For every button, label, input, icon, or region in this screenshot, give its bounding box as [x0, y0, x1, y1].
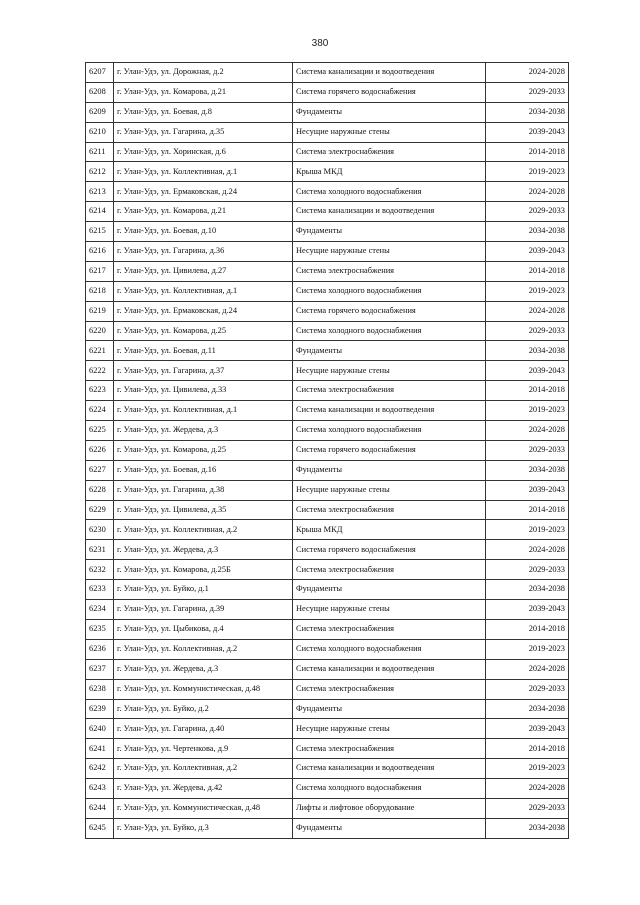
system-cell: Система холодного водоснабжения — [293, 779, 486, 799]
table-row — [86, 102, 569, 122]
address-cell: г. Улан-Удэ, ул. Коллективная, д.2 — [114, 639, 293, 659]
table-row — [86, 361, 569, 381]
period-cell: 2019-2023 — [486, 520, 569, 540]
row-number-cell: 6240 — [86, 719, 114, 739]
system-cell: Фундаменты — [293, 102, 486, 122]
address-cell: г. Улан-Удэ, ул. Дорожная, д.2 — [114, 63, 293, 83]
period-cell: 2024-2028 — [486, 540, 569, 560]
table-row — [86, 520, 569, 540]
address-cell: г. Улан-Удэ, ул. Цивилева, д.27 — [114, 261, 293, 281]
period-cell: 2019-2023 — [486, 401, 569, 421]
address-cell: г. Улан-Удэ, ул. Боевая, д.11 — [114, 341, 293, 361]
row-number-cell: 6217 — [86, 261, 114, 281]
table-row — [86, 719, 569, 739]
address-cell: г. Улан-Удэ, ул. Гагарина, д.38 — [114, 480, 293, 500]
table-row — [86, 440, 569, 460]
address-cell: г. Улан-Удэ, ул. Буйко, д.2 — [114, 699, 293, 719]
address-cell: г. Улан-Удэ, ул. Коммунистическая, д.48 — [114, 679, 293, 699]
table-row — [86, 818, 569, 838]
system-cell: Крыша МКД — [293, 162, 486, 182]
system-cell: Фундаменты — [293, 460, 486, 480]
address-cell: г. Улан-Удэ, ул. Коллективная, д.1 — [114, 401, 293, 421]
system-cell: Система канализации и водоотведения — [293, 63, 486, 83]
table-row — [86, 301, 569, 321]
system-cell: Система электроснабжения — [293, 739, 486, 759]
table-row — [86, 162, 569, 182]
system-cell: Система горячего водоснабжения — [293, 540, 486, 560]
period-cell: 2039-2043 — [486, 361, 569, 381]
period-cell: 2029-2033 — [486, 798, 569, 818]
row-number-cell: 6224 — [86, 401, 114, 421]
row-number-cell: 6223 — [86, 381, 114, 401]
address-cell: г. Улан-Удэ, ул. Комарова, д.21 — [114, 202, 293, 222]
row-number-cell: 6222 — [86, 361, 114, 381]
address-cell: г. Улан-Удэ, ул. Коллективная, д.2 — [114, 759, 293, 779]
table-row — [86, 500, 569, 520]
period-cell: 2014-2018 — [486, 381, 569, 401]
row-number-cell: 6228 — [86, 480, 114, 500]
row-number-cell: 6210 — [86, 122, 114, 142]
period-cell: 2034-2038 — [486, 699, 569, 719]
table-row — [86, 381, 569, 401]
system-cell: Фундаменты — [293, 818, 486, 838]
period-cell: 2029-2033 — [486, 82, 569, 102]
table-row — [86, 341, 569, 361]
period-cell: 2039-2043 — [486, 600, 569, 620]
address-cell: г. Улан-Удэ, ул. Чертенкова, д.9 — [114, 739, 293, 759]
system-cell: Система электроснабжения — [293, 679, 486, 699]
address-cell: г. Улан-Удэ, ул. Гагарина, д.35 — [114, 122, 293, 142]
system-cell: Система электроснабжения — [293, 560, 486, 580]
table-row — [86, 63, 569, 83]
address-cell: г. Улан-Удэ, ул. Боевая, д.10 — [114, 222, 293, 242]
period-cell: 2014-2018 — [486, 500, 569, 520]
period-cell: 2034-2038 — [486, 460, 569, 480]
address-cell: г. Улан-Удэ, ул. Гагарина, д.36 — [114, 242, 293, 262]
address-cell: г. Улан-Удэ, ул. Цивилева, д.35 — [114, 500, 293, 520]
row-number-cell: 6237 — [86, 659, 114, 679]
period-cell: 2024-2028 — [486, 659, 569, 679]
row-number-cell: 6212 — [86, 162, 114, 182]
system-cell: Система канализации и водоотведения — [293, 759, 486, 779]
table-row — [86, 460, 569, 480]
period-cell: 2019-2023 — [486, 281, 569, 301]
system-cell: Система электроснабжения — [293, 142, 486, 162]
table-row — [86, 798, 569, 818]
row-number-cell: 6244 — [86, 798, 114, 818]
registry-table-body — [86, 63, 569, 839]
address-cell: г. Улан-Удэ, ул. Ермаковская, д.24 — [114, 301, 293, 321]
registry-table — [85, 62, 569, 839]
table-row — [86, 182, 569, 202]
table-row — [86, 202, 569, 222]
table-row — [86, 82, 569, 102]
system-cell: Система электроснабжения — [293, 381, 486, 401]
table-row — [86, 142, 569, 162]
row-number-cell: 6225 — [86, 421, 114, 441]
period-cell: 2019-2023 — [486, 639, 569, 659]
address-cell: г. Улан-Удэ, ул. Ермаковская, д.24 — [114, 182, 293, 202]
row-number-cell: 6238 — [86, 679, 114, 699]
row-number-cell: 6220 — [86, 321, 114, 341]
system-cell: Система горячего водоснабжения — [293, 301, 486, 321]
period-cell: 2029-2033 — [486, 321, 569, 341]
system-cell: Система холодного водоснабжения — [293, 639, 486, 659]
system-cell: Система канализации и водоотведения — [293, 401, 486, 421]
address-cell: г. Улан-Удэ, ул. Цыбикова, д.4 — [114, 619, 293, 639]
table-row — [86, 421, 569, 441]
table-row — [86, 281, 569, 301]
system-cell: Система холодного водоснабжения — [293, 421, 486, 441]
period-cell: 2024-2028 — [486, 182, 569, 202]
period-cell: 2039-2043 — [486, 480, 569, 500]
period-cell: 2029-2033 — [486, 440, 569, 460]
row-number-cell: 6214 — [86, 202, 114, 222]
table-row — [86, 580, 569, 600]
address-cell: г. Улан-Удэ, ул. Хоринская, д.6 — [114, 142, 293, 162]
row-number-cell: 6241 — [86, 739, 114, 759]
table-row — [86, 779, 569, 799]
system-cell: Система электроснабжения — [293, 500, 486, 520]
period-cell: 2034-2038 — [486, 341, 569, 361]
table-row — [86, 699, 569, 719]
system-cell: Система канализации и водоотведения — [293, 202, 486, 222]
row-number-cell: 6207 — [86, 63, 114, 83]
address-cell: г. Улан-Удэ, ул. Комарова, д.25Б — [114, 560, 293, 580]
system-cell: Несущие наружные стены — [293, 480, 486, 500]
period-cell: 2034-2038 — [486, 818, 569, 838]
table-row — [86, 759, 569, 779]
row-number-cell: 6216 — [86, 242, 114, 262]
period-cell: 2029-2033 — [486, 202, 569, 222]
system-cell: Крыша МКД — [293, 520, 486, 540]
address-cell: г. Улан-Удэ, ул. Комарова, д.25 — [114, 321, 293, 341]
row-number-cell: 6230 — [86, 520, 114, 540]
system-cell: Несущие наружные стены — [293, 719, 486, 739]
table-row — [86, 739, 569, 759]
system-cell: Система холодного водоснабжения — [293, 281, 486, 301]
period-cell: 2019-2023 — [486, 162, 569, 182]
period-cell: 2014-2018 — [486, 261, 569, 281]
table-row — [86, 401, 569, 421]
row-number-cell: 6227 — [86, 460, 114, 480]
row-number-cell: 6242 — [86, 759, 114, 779]
period-cell: 2024-2028 — [486, 63, 569, 83]
address-cell: г. Улан-Удэ, ул. Жердева, д.3 — [114, 540, 293, 560]
row-number-cell: 6235 — [86, 619, 114, 639]
period-cell: 2019-2023 — [486, 759, 569, 779]
address-cell: г. Улан-Удэ, ул. Гагарина, д.39 — [114, 600, 293, 620]
table-row — [86, 540, 569, 560]
system-cell: Несущие наружные стены — [293, 600, 486, 620]
period-cell: 2029-2033 — [486, 560, 569, 580]
table-row — [86, 679, 569, 699]
address-cell: г. Улан-Удэ, ул. Коллективная, д.1 — [114, 162, 293, 182]
period-cell: 2024-2028 — [486, 779, 569, 799]
row-number-cell: 6209 — [86, 102, 114, 122]
address-cell: г. Улан-Удэ, ул. Коммунистическая, д.48 — [114, 798, 293, 818]
table-row — [86, 659, 569, 679]
address-cell: г. Улан-Удэ, ул. Гагарина, д.37 — [114, 361, 293, 381]
system-cell: Несущие наружные стены — [293, 242, 486, 262]
period-cell: 2034-2038 — [486, 102, 569, 122]
address-cell: г. Улан-Удэ, ул. Буйко, д.1 — [114, 580, 293, 600]
row-number-cell: 6245 — [86, 818, 114, 838]
system-cell: Несущие наружные стены — [293, 361, 486, 381]
system-cell: Система канализации и водоотведения — [293, 659, 486, 679]
row-number-cell: 6243 — [86, 779, 114, 799]
address-cell: г. Улан-Удэ, ул. Буйко, д.3 — [114, 818, 293, 838]
address-cell: г. Улан-Удэ, ул. Боевая, д.8 — [114, 102, 293, 122]
row-number-cell: 6215 — [86, 222, 114, 242]
row-number-cell: 6236 — [86, 639, 114, 659]
page-number: 380 — [311, 38, 329, 49]
period-cell: 2039-2043 — [486, 719, 569, 739]
period-cell: 2039-2043 — [486, 122, 569, 142]
period-cell: 2014-2018 — [486, 739, 569, 759]
period-cell: 2014-2018 — [486, 142, 569, 162]
period-cell: 2024-2028 — [486, 421, 569, 441]
system-cell: Фундаменты — [293, 580, 486, 600]
address-cell: г. Улан-Удэ, ул. Комарова, д.21 — [114, 82, 293, 102]
row-number-cell: 6233 — [86, 580, 114, 600]
system-cell: Система электроснабжения — [293, 619, 486, 639]
system-cell: Система горячего водоснабжения — [293, 440, 486, 460]
row-number-cell: 6221 — [86, 341, 114, 361]
table-row — [86, 222, 569, 242]
table-row — [86, 639, 569, 659]
table-row — [86, 321, 569, 341]
row-number-cell: 6213 — [86, 182, 114, 202]
system-cell: Фундаменты — [293, 341, 486, 361]
period-cell: 2014-2018 — [486, 619, 569, 639]
address-cell: г. Улан-Удэ, ул. Цивилева, д.33 — [114, 381, 293, 401]
row-number-cell: 6211 — [86, 142, 114, 162]
address-cell: г. Улан-Удэ, ул. Жердева, д.3 — [114, 421, 293, 441]
table-row — [86, 619, 569, 639]
system-cell: Несущие наружные стены — [293, 122, 486, 142]
row-number-cell: 6239 — [86, 699, 114, 719]
row-number-cell: 6219 — [86, 301, 114, 321]
system-cell: Фундаменты — [293, 222, 486, 242]
table-row — [86, 242, 569, 262]
system-cell: Лифты и лифтовое оборудование — [293, 798, 486, 818]
row-number-cell: 6232 — [86, 560, 114, 580]
address-cell: г. Улан-Удэ, ул. Жердева, д.42 — [114, 779, 293, 799]
period-cell: 2034-2038 — [486, 222, 569, 242]
system-cell: Система электроснабжения — [293, 261, 486, 281]
address-cell: г. Улан-Удэ, ул. Жердева, д.3 — [114, 659, 293, 679]
table-row — [86, 122, 569, 142]
period-cell: 2034-2038 — [486, 580, 569, 600]
address-cell: г. Улан-Удэ, ул. Коллективная, д.2 — [114, 520, 293, 540]
row-number-cell: 6208 — [86, 82, 114, 102]
row-number-cell: 6229 — [86, 500, 114, 520]
system-cell: Система горячего водоснабжения — [293, 82, 486, 102]
address-cell: г. Улан-Удэ, ул. Коллективная, д.1 — [114, 281, 293, 301]
address-cell: г. Улан-Удэ, ул. Комарова, д.25 — [114, 440, 293, 460]
row-number-cell: 6218 — [86, 281, 114, 301]
row-number-cell: 6226 — [86, 440, 114, 460]
row-number-cell: 6234 — [86, 600, 114, 620]
table-row — [86, 261, 569, 281]
system-cell: Система холодного водоснабжения — [293, 321, 486, 341]
period-cell: 2029-2033 — [486, 679, 569, 699]
period-cell: 2024-2028 — [486, 301, 569, 321]
address-cell: г. Улан-Удэ, ул. Боевая, д.16 — [114, 460, 293, 480]
system-cell: Фундаменты — [293, 699, 486, 719]
system-cell: Система холодного водоснабжения — [293, 182, 486, 202]
period-cell: 2039-2043 — [486, 242, 569, 262]
table-row — [86, 600, 569, 620]
address-cell: г. Улан-Удэ, ул. Гагарина, д.40 — [114, 719, 293, 739]
table-row — [86, 480, 569, 500]
table-row — [86, 560, 569, 580]
row-number-cell: 6231 — [86, 540, 114, 560]
